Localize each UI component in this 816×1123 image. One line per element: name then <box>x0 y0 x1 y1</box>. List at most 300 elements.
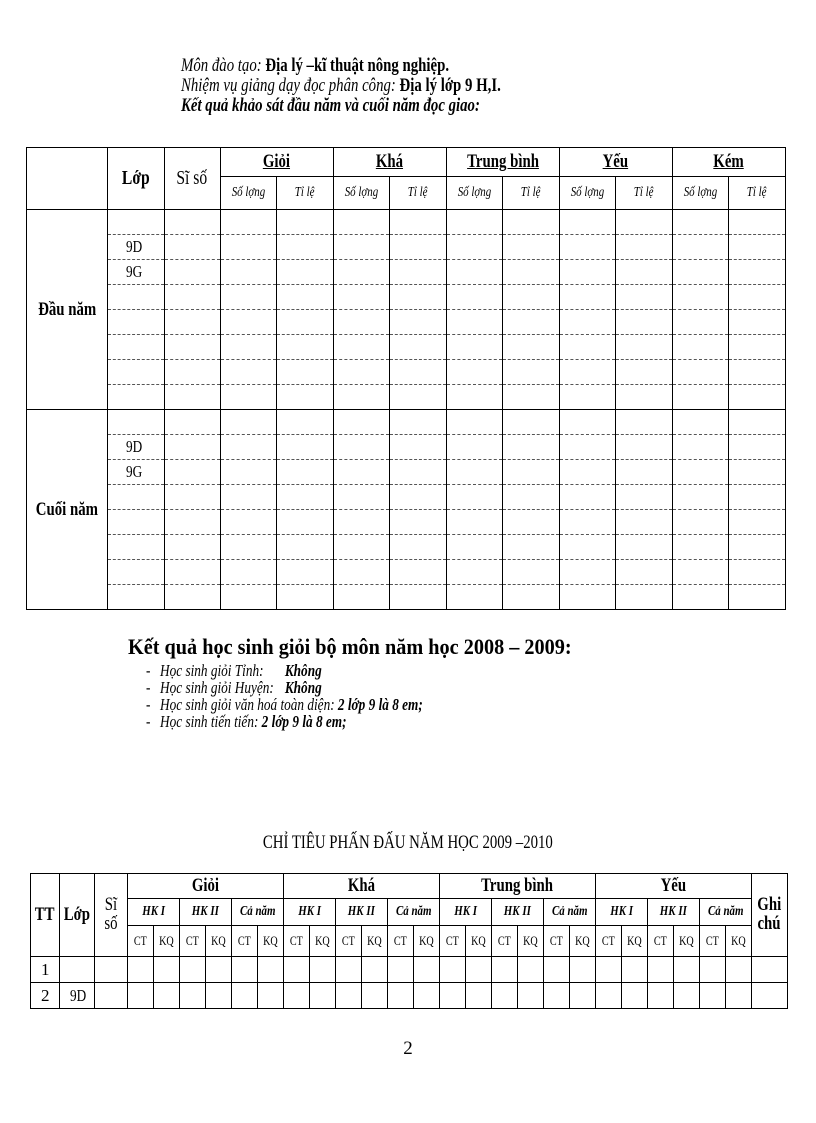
targets-row <box>31 957 788 983</box>
targets-ct-header: CT <box>595 926 621 957</box>
survey-cell <box>502 310 559 335</box>
targets-cell <box>94 983 127 1009</box>
survey-cell <box>446 560 502 585</box>
survey-cell <box>220 335 276 360</box>
survey-group-gioi: Giỏi <box>220 148 333 177</box>
intro-survey-line <box>181 96 641 116</box>
survey-row <box>27 435 786 460</box>
survey-cell <box>333 260 389 285</box>
survey-cell <box>559 535 615 560</box>
targets-kq-header: KQ <box>413 926 439 957</box>
targets-cell <box>127 983 153 1009</box>
survey-cell <box>164 560 220 585</box>
survey-cell <box>615 510 672 535</box>
survey-cell <box>728 460 785 485</box>
survey-cell <box>446 260 502 285</box>
survey-cell <box>615 360 672 385</box>
targets-ct-header: CT <box>179 926 205 957</box>
targets-cell <box>205 983 231 1009</box>
survey-cell <box>164 535 220 560</box>
survey-row <box>27 460 786 485</box>
survey-cell <box>276 285 333 310</box>
survey-cell <box>615 310 672 335</box>
survey-cell <box>672 460 728 485</box>
targets-cell <box>543 957 569 983</box>
survey-sub-ratio: Tỉ lệ <box>615 177 672 210</box>
targets-group-trung-binh: Trung bình <box>439 874 595 899</box>
targets-cell <box>94 957 127 983</box>
survey-cell <box>220 585 276 610</box>
targets-term-header: HK II <box>491 899 543 926</box>
survey-cell <box>728 360 785 385</box>
targets-class-cell: 9D <box>60 983 95 1009</box>
targets-cell <box>647 983 673 1009</box>
survey-cell <box>164 435 220 460</box>
survey-cell <box>672 335 728 360</box>
survey-cell <box>502 235 559 260</box>
targets-col-size: Sĩ số <box>94 874 127 957</box>
survey-cell <box>276 460 333 485</box>
survey-cell <box>615 535 672 560</box>
survey-sub-count: Số lợng <box>333 177 389 210</box>
achievement-item: - Học sinh giỏi Tỉnh: Không <box>146 661 322 680</box>
survey-group-yeu: Yếu <box>559 148 672 177</box>
survey-cell <box>615 560 672 585</box>
survey-cell <box>446 585 502 610</box>
survey-cell <box>672 535 728 560</box>
targets-ct-header: CT <box>283 926 309 957</box>
survey-cell <box>389 260 446 285</box>
achievement-item: - Học sinh giỏi văn hoá toàn diện: 2 lớp 9 là 8 em; <box>146 695 423 714</box>
survey-cell <box>728 385 785 410</box>
survey-cell <box>615 210 672 235</box>
survey-cell <box>615 235 672 260</box>
survey-cell <box>164 285 220 310</box>
targets-kq-header: KQ <box>153 926 179 957</box>
survey-cell <box>559 435 615 460</box>
survey-class-cell: 9D <box>107 435 164 460</box>
targets-cell <box>153 983 179 1009</box>
targets-tt-cell: 1 <box>31 957 60 983</box>
survey-row <box>27 560 786 585</box>
survey-cell <box>276 210 333 235</box>
survey-cell <box>672 435 728 460</box>
survey-group-kem: Kém <box>672 148 785 177</box>
survey-cell <box>502 485 559 510</box>
survey-cell <box>672 485 728 510</box>
survey-cell <box>615 410 672 435</box>
targets-group-gioi: Giỏi <box>127 874 283 899</box>
survey-cell <box>502 210 559 235</box>
survey-row <box>27 410 786 435</box>
intro-block <box>181 56 641 116</box>
survey-cell <box>220 410 276 435</box>
survey-cell <box>220 535 276 560</box>
targets-ct-header: CT <box>231 926 257 957</box>
targets-cell <box>439 983 465 1009</box>
survey-class-cell: 9D <box>107 235 164 260</box>
targets-ct-header: CT <box>127 926 153 957</box>
survey-cell <box>333 560 389 585</box>
targets-term-header: HK II <box>335 899 387 926</box>
survey-cell <box>276 560 333 585</box>
survey-cell <box>276 335 333 360</box>
survey-cell <box>728 210 785 235</box>
targets-cell <box>335 957 361 983</box>
achievement-item: - Học sinh tiến tiến: 2 lớp 9 là 8 em; <box>146 712 347 731</box>
survey-sub-count: Số lợng <box>446 177 502 210</box>
targets-cell <box>491 957 517 983</box>
survey-row <box>27 485 786 510</box>
page-number: 2 <box>403 1038 413 1059</box>
targets-cell <box>569 983 595 1009</box>
survey-class-cell <box>107 560 164 585</box>
survey-cell <box>220 260 276 285</box>
survey-cell <box>389 535 446 560</box>
survey-cell <box>389 360 446 385</box>
survey-cell <box>164 510 220 535</box>
targets-ct-header: CT <box>699 926 725 957</box>
targets-cell <box>413 957 439 983</box>
survey-cell <box>446 535 502 560</box>
survey-cell <box>164 235 220 260</box>
targets-kq-header: KQ <box>205 926 231 957</box>
targets-cell <box>153 957 179 983</box>
survey-cell <box>333 410 389 435</box>
survey-cell <box>389 585 446 610</box>
survey-cell <box>728 335 785 360</box>
targets-cell <box>387 957 413 983</box>
targets-ct-header: CT <box>387 926 413 957</box>
survey-cell <box>559 510 615 535</box>
survey-cell <box>502 460 559 485</box>
targets-cell <box>283 983 309 1009</box>
targets-cell <box>205 957 231 983</box>
targets-term-header: Cả năm <box>699 899 751 926</box>
survey-cell <box>559 585 615 610</box>
survey-class-cell <box>107 360 164 385</box>
targets-kq-header: KQ <box>257 926 283 957</box>
targets-cell <box>517 983 543 1009</box>
targets-col-tt: TT <box>31 874 60 957</box>
survey-cell <box>164 485 220 510</box>
survey-cell <box>728 285 785 310</box>
survey-class-cell <box>107 535 164 560</box>
survey-cell <box>220 285 276 310</box>
survey-cell <box>220 235 276 260</box>
survey-cell <box>220 435 276 460</box>
survey-row <box>27 510 786 535</box>
survey-class-cell <box>107 335 164 360</box>
survey-cell <box>164 310 220 335</box>
targets-term-header: HK II <box>647 899 699 926</box>
targets-cell <box>231 957 257 983</box>
survey-cell <box>276 535 333 560</box>
survey-cell <box>389 285 446 310</box>
survey-row <box>27 235 786 260</box>
survey-cell <box>672 210 728 235</box>
survey-class-cell <box>107 510 164 535</box>
targets-kq-header: KQ <box>725 926 751 957</box>
survey-group-trung-binh: Trung bình <box>446 148 559 177</box>
targets-term-header: Cả năm <box>231 899 283 926</box>
survey-cell <box>559 235 615 260</box>
targets-kq-header: KQ <box>621 926 647 957</box>
survey-cell <box>559 285 615 310</box>
survey-cell <box>559 310 615 335</box>
survey-cell <box>559 410 615 435</box>
survey-cell <box>672 260 728 285</box>
survey-cell <box>446 360 502 385</box>
survey-cell <box>446 485 502 510</box>
survey-cell <box>559 485 615 510</box>
survey-cell <box>615 385 672 410</box>
intro-assignment-line <box>181 76 641 96</box>
targets-group-kha: Khá <box>283 874 439 899</box>
survey-cell <box>672 235 728 260</box>
targets-term-header: HK I <box>283 899 335 926</box>
survey-cell <box>389 385 446 410</box>
survey-cell <box>728 410 785 435</box>
targets-ct-header: CT <box>647 926 673 957</box>
survey-cell <box>333 435 389 460</box>
achievements-title: Kết quả học sinh giỏi bộ môn năm học 2008 – 2009: <box>128 634 572 659</box>
targets-cell <box>465 983 491 1009</box>
intro-survey-label: Kết quả khảo sát đầu năm và cuối năm đọc giao: <box>181 95 480 116</box>
targets-cell <box>491 983 517 1009</box>
targets-term-header: Cả năm <box>543 899 595 926</box>
targets-cell <box>179 957 205 983</box>
survey-cell <box>389 210 446 235</box>
survey-cell <box>389 335 446 360</box>
targets-cell <box>231 983 257 1009</box>
survey-cell <box>276 310 333 335</box>
survey-sub-ratio: Tỉ lệ <box>389 177 446 210</box>
survey-cell <box>446 460 502 485</box>
survey-cell <box>446 210 502 235</box>
survey-cell <box>333 485 389 510</box>
targets-ct-header: CT <box>491 926 517 957</box>
survey-cell <box>389 460 446 485</box>
survey-row <box>27 385 786 410</box>
survey-cell <box>276 385 333 410</box>
survey-cell <box>446 310 502 335</box>
survey-cell <box>502 385 559 410</box>
survey-cell <box>333 585 389 610</box>
survey-cell <box>333 510 389 535</box>
targets-ct-header: CT <box>543 926 569 957</box>
targets-kq-header: KQ <box>465 926 491 957</box>
targets-cell <box>257 983 283 1009</box>
survey-cell <box>615 435 672 460</box>
survey-cell <box>502 510 559 535</box>
targets-cell <box>309 983 335 1009</box>
targets-cell <box>595 957 621 983</box>
survey-group-kha: Khá <box>333 148 446 177</box>
survey-cell <box>446 435 502 460</box>
targets-kq-header: KQ <box>569 926 595 957</box>
survey-cell <box>672 360 728 385</box>
survey-cell <box>164 210 220 235</box>
survey-cell <box>333 385 389 410</box>
targets-title: CHỈ TIÊU PHẤN ĐẤU NĂM HỌC 2009 –2010 <box>263 832 553 853</box>
survey-class-cell <box>107 310 164 335</box>
survey-cell <box>672 510 728 535</box>
targets-cell <box>595 983 621 1009</box>
survey-cell <box>615 285 672 310</box>
targets-cell <box>517 957 543 983</box>
targets-cell <box>335 983 361 1009</box>
targets-cell <box>543 983 569 1009</box>
survey-class-cell: 9G <box>107 260 164 285</box>
intro-assignment-value: Địa lý lớp 9 H,I. <box>399 75 501 96</box>
survey-cell <box>446 410 502 435</box>
survey-class-cell <box>107 485 164 510</box>
targets-cell <box>257 957 283 983</box>
survey-row <box>27 360 786 385</box>
targets-table <box>30 873 788 1009</box>
survey-cell <box>276 510 333 535</box>
survey-cell <box>728 585 785 610</box>
survey-cell <box>333 210 389 235</box>
targets-cell <box>621 983 647 1009</box>
survey-cell <box>333 460 389 485</box>
survey-cell <box>276 485 333 510</box>
targets-tt-cell: 2 <box>31 983 60 1009</box>
survey-cell <box>672 585 728 610</box>
survey-cell <box>220 460 276 485</box>
survey-cell <box>502 435 559 460</box>
survey-cell <box>728 485 785 510</box>
survey-cell <box>389 410 446 435</box>
survey-cell <box>164 410 220 435</box>
survey-cell <box>164 385 220 410</box>
survey-cell <box>672 560 728 585</box>
survey-cell <box>220 310 276 335</box>
targets-cell <box>647 957 673 983</box>
survey-sub-count: Số lợng <box>559 177 615 210</box>
survey-row <box>27 285 786 310</box>
survey-cell <box>502 260 559 285</box>
survey-row <box>27 310 786 335</box>
survey-cell <box>446 510 502 535</box>
survey-corner-cell <box>27 148 108 210</box>
survey-cell <box>220 385 276 410</box>
intro-subject-label: Môn đào tạo: <box>181 55 262 76</box>
targets-cell <box>413 983 439 1009</box>
survey-cell <box>559 360 615 385</box>
survey-cell <box>615 485 672 510</box>
survey-sub-count: Số lợng <box>220 177 276 210</box>
survey-sub-ratio: Tỉ lệ <box>728 177 785 210</box>
survey-row <box>27 585 786 610</box>
targets-cell <box>439 957 465 983</box>
targets-cell <box>361 983 387 1009</box>
achievement-item: - Học sinh giỏi Huyện: Không <box>146 678 322 697</box>
survey-cell <box>502 535 559 560</box>
survey-cell <box>559 385 615 410</box>
targets-cell <box>699 957 725 983</box>
survey-cell <box>164 335 220 360</box>
survey-cell <box>615 335 672 360</box>
survey-cell <box>333 235 389 260</box>
survey-cell <box>164 585 220 610</box>
targets-col-note: Ghi chú <box>751 874 787 957</box>
targets-cell <box>309 957 335 983</box>
targets-cell <box>751 983 787 1009</box>
survey-row <box>27 335 786 360</box>
survey-cell <box>333 360 389 385</box>
survey-cell <box>615 460 672 485</box>
survey-section-label: Đầu năm <box>27 210 108 410</box>
survey-cell <box>615 260 672 285</box>
survey-class-cell <box>107 585 164 610</box>
survey-cell <box>502 585 559 610</box>
targets-term-header: HK II <box>179 899 231 926</box>
targets-cell <box>387 983 413 1009</box>
survey-cell <box>728 310 785 335</box>
survey-cell <box>502 335 559 360</box>
survey-cell <box>220 360 276 385</box>
survey-cell <box>672 285 728 310</box>
survey-cell <box>728 235 785 260</box>
targets-cell <box>673 957 699 983</box>
survey-cell <box>446 235 502 260</box>
survey-cell <box>502 360 559 385</box>
targets-cell <box>673 983 699 1009</box>
survey-cell <box>389 310 446 335</box>
survey-cell <box>672 410 728 435</box>
survey-cell <box>672 310 728 335</box>
survey-cell <box>502 410 559 435</box>
survey-cell <box>389 435 446 460</box>
survey-cell <box>389 560 446 585</box>
targets-cell <box>751 957 787 983</box>
survey-cell <box>446 285 502 310</box>
survey-cell <box>333 335 389 360</box>
survey-cell <box>333 310 389 335</box>
survey-cell <box>559 460 615 485</box>
targets-cell <box>725 957 751 983</box>
survey-table <box>26 147 786 610</box>
targets-term-header: HK I <box>439 899 491 926</box>
survey-cell <box>728 510 785 535</box>
survey-cell <box>220 485 276 510</box>
survey-cell <box>502 560 559 585</box>
survey-section-label: Cuối năm <box>27 410 108 610</box>
targets-kq-header: KQ <box>361 926 387 957</box>
targets-cell <box>465 957 491 983</box>
survey-sub-ratio: Tỉ lệ <box>276 177 333 210</box>
survey-cell <box>559 210 615 235</box>
survey-cell <box>276 410 333 435</box>
targets-term-header: HK I <box>127 899 179 926</box>
targets-cell <box>699 983 725 1009</box>
survey-row <box>27 210 786 235</box>
survey-cell <box>164 260 220 285</box>
survey-cell <box>728 260 785 285</box>
survey-sub-ratio: Tỉ lệ <box>502 177 559 210</box>
survey-cell <box>164 360 220 385</box>
survey-class-cell <box>107 210 164 235</box>
survey-cell <box>446 335 502 360</box>
targets-cell <box>179 983 205 1009</box>
targets-term-header: Cả năm <box>387 899 439 926</box>
targets-ct-header: CT <box>439 926 465 957</box>
targets-group-yeu: Yếu <box>595 874 751 899</box>
survey-cell <box>220 560 276 585</box>
survey-cell <box>276 435 333 460</box>
